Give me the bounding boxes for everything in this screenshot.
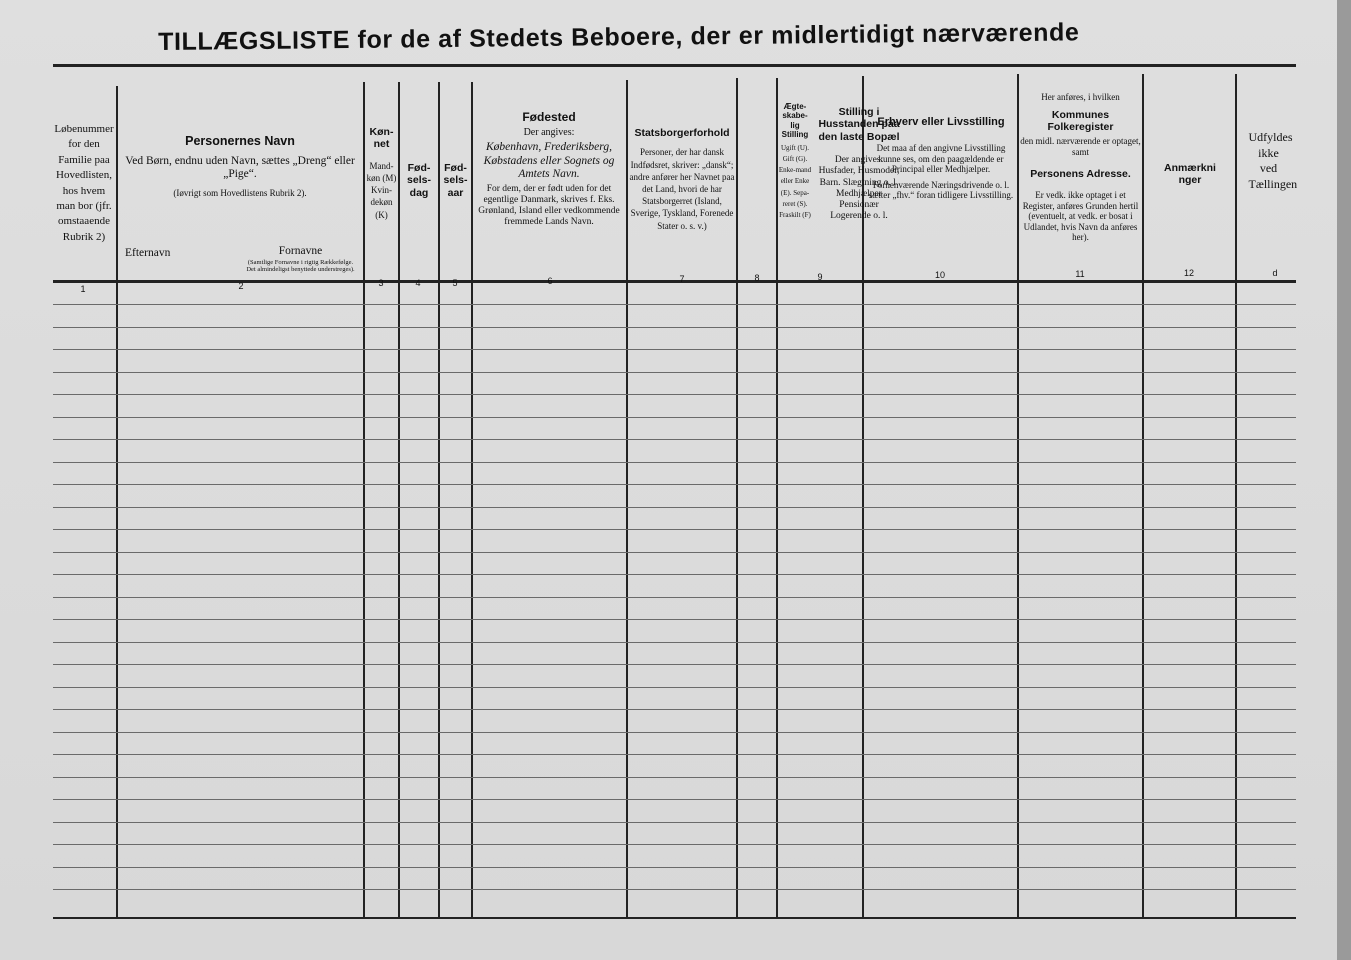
- col-10-heading: Erhverv eller Livsstilling: [877, 116, 1005, 128]
- col-8-header: [778, 102, 812, 221]
- ruled-line[interactable]: [53, 349, 1296, 350]
- ruled-line[interactable]: [53, 597, 1296, 598]
- ruled-line[interactable]: [53, 574, 1296, 575]
- col-3-header: [365, 126, 398, 222]
- col-5-number: 5: [452, 278, 458, 288]
- ruled-line[interactable]: [53, 327, 1296, 328]
- divider-12: [1235, 74, 1237, 918]
- col-6-text: Der angives:: [523, 127, 575, 139]
- ruled-line[interactable]: [53, 664, 1296, 665]
- col-2-text: Ved Børn, endnu uden Navn, sættes „Dreng“ eller „Pige“.: [125, 154, 355, 181]
- ruled-line[interactable]: [53, 529, 1296, 530]
- ruled-line[interactable]: [53, 439, 1296, 440]
- col-6-header: [475, 110, 623, 228]
- col-6-number: 6: [547, 276, 553, 286]
- col-12-number: 12: [1183, 268, 1194, 278]
- ruled-line[interactable]: [53, 754, 1296, 755]
- col-10-text: Det maa af den angivne Livsstilling kunne ses, om den paagældende er Principal eller Medhjælper.: [876, 142, 1006, 175]
- col-12-heading: Anmærkninger: [1164, 162, 1216, 187]
- ruled-line[interactable]: [53, 687, 1296, 688]
- col-12-header: [1151, 162, 1229, 187]
- divider-5: [471, 82, 473, 918]
- col-2-sub-surname: [125, 247, 205, 261]
- col-8-text: Ugift (U). Gift (G). Enke-mand eller Enke (E). Sepa-reret (S). Fraskilt (F): [778, 143, 812, 219]
- col-11-pre: Her anføres, i hvilken: [1041, 92, 1120, 102]
- firstnames-note: (Samtlige Fornavne i rigtig Rækkefølge. Det almindeligst benyttede understreges).: [246, 258, 355, 273]
- ruled-line[interactable]: [53, 552, 1296, 553]
- col-2-note: (Iøvrigt som Hovedlistens Rubrik 2).: [173, 187, 307, 198]
- col-9-number: 9: [817, 272, 823, 282]
- col-9-heading: Stilling i Husstanden paa den laste Bopæl: [818, 106, 900, 143]
- col-11-heading: Kommunes Folkeregister: [1047, 108, 1114, 133]
- col-1-text: Løbenummer for den Familie paa Hovedlisten, hos hvem man bor (jfr. omstaaende Rubrik 2): [54, 123, 114, 243]
- divider-3: [398, 82, 400, 918]
- firstnames-label: Fornavne: [278, 245, 323, 257]
- col-2-sub-firstnames: [243, 245, 358, 273]
- ruled-line[interactable]: [53, 889, 1296, 890]
- ruled-line[interactable]: [53, 619, 1296, 620]
- col-6-italic: København, Frederiksberg, Købstadens eller Sognets og Amtets Navn.: [483, 140, 615, 181]
- col-10-number: 10: [934, 270, 945, 280]
- col-2-header: [121, 134, 359, 198]
- col-3-number: 3: [378, 278, 384, 288]
- col-7-header: [628, 127, 736, 233]
- ruled-line[interactable]: [53, 484, 1296, 485]
- form-table: [53, 64, 1296, 934]
- col-7-number: 7: [679, 274, 685, 284]
- divider-1: [116, 86, 118, 918]
- col-10-text2: Forhenværende Næringsdrivende o. l. sætter „fhv.“ foran tidligere Livsstilling.: [868, 179, 1014, 201]
- col-4-number: 4: [415, 278, 421, 288]
- col-7-heading: Statsborgerforhold: [634, 127, 730, 139]
- ruled-line[interactable]: [53, 642, 1296, 643]
- ruled-line[interactable]: [53, 844, 1296, 845]
- col-1-number: 1: [80, 284, 86, 294]
- ruled-line[interactable]: [53, 732, 1296, 733]
- col-5-header: [440, 162, 471, 202]
- col-6-text2: For dem, der er født uden for det egentlige Danmark, skrives f. Eks. Grønland, Island eller vedkommende fremmede Lands Navn.: [478, 183, 620, 228]
- col-8-heading: Ægte-skabe-lig Stilling: [781, 102, 809, 140]
- ruled-line[interactable]: [53, 394, 1296, 395]
- col-8-number: 8: [754, 273, 760, 283]
- col-11-text: den midl. nærværende er optaget, samt: [1020, 136, 1141, 157]
- col-1-header: [53, 122, 115, 245]
- ruled-line[interactable]: [53, 372, 1296, 373]
- divider-4: [438, 82, 440, 918]
- col-11-header: [1019, 92, 1142, 243]
- col-d-header: [1241, 130, 1296, 192]
- ruled-line[interactable]: [53, 709, 1296, 710]
- col-11-text2: Er vedk. ikke optaget i et Register, anføres Grunden hertil (eventuelt, at vedk. er bosat i Udlandet, hvis Navn da anføres her).: [1022, 189, 1139, 243]
- col-d-text: Udfyldes ikke ved Tællingen: [1248, 130, 1298, 191]
- col-4-heading: Fød-sels-dag: [407, 162, 431, 199]
- surname-label: Efternavn: [125, 247, 171, 259]
- col-2-heading: Personernes Navn: [185, 134, 295, 148]
- col-3-text: Mand-køn (M) Kvin-dekøn (K): [366, 160, 397, 220]
- bottom-rule: [53, 917, 1296, 919]
- ruled-line[interactable]: [53, 777, 1296, 778]
- col-11-heading2: Personens Adresse.: [1030, 167, 1131, 180]
- divider-11: [1142, 74, 1144, 918]
- ruled-line[interactable]: [53, 507, 1296, 508]
- ruled-line[interactable]: [53, 462, 1296, 463]
- col-6-heading: Fødested: [522, 110, 576, 124]
- col-5-heading: Fød-sels-aar: [443, 162, 468, 199]
- divider-7: [736, 78, 738, 918]
- ruled-line[interactable]: [53, 867, 1296, 868]
- form-title: TILLÆGSLISTE for de af Stedets Beboere, der er midlertidigt nærværende: [158, 18, 1080, 56]
- ruled-line[interactable]: [53, 822, 1296, 823]
- col-3-heading: Køn-net: [369, 126, 394, 151]
- col-d-number: d: [1272, 268, 1278, 278]
- ruled-line[interactable]: [53, 304, 1296, 305]
- col-9-text: Der angives: Husfader, Husmoder, Barn. Slægtning o. l. Medhjælper Pensionær Logerende o. l.: [818, 155, 900, 222]
- col-7-text: Personer, der har dansk Indfødsret, skriver: „dansk“; andre anfører her Navnet paa det Land, hvori de har Statsborgerret (Island, Sverige, Tyskland, Forenede Stater o. s. v.): [629, 147, 735, 231]
- ruled-line[interactable]: [53, 799, 1296, 800]
- col-10-header: [867, 116, 1015, 201]
- col-2-number: 2: [238, 281, 244, 291]
- col-11-number: 11: [1075, 269, 1085, 279]
- ruled-line[interactable]: [53, 417, 1296, 418]
- col-4-header: [400, 162, 438, 202]
- scan-edge: [1337, 0, 1351, 960]
- top-rule: [53, 64, 1296, 67]
